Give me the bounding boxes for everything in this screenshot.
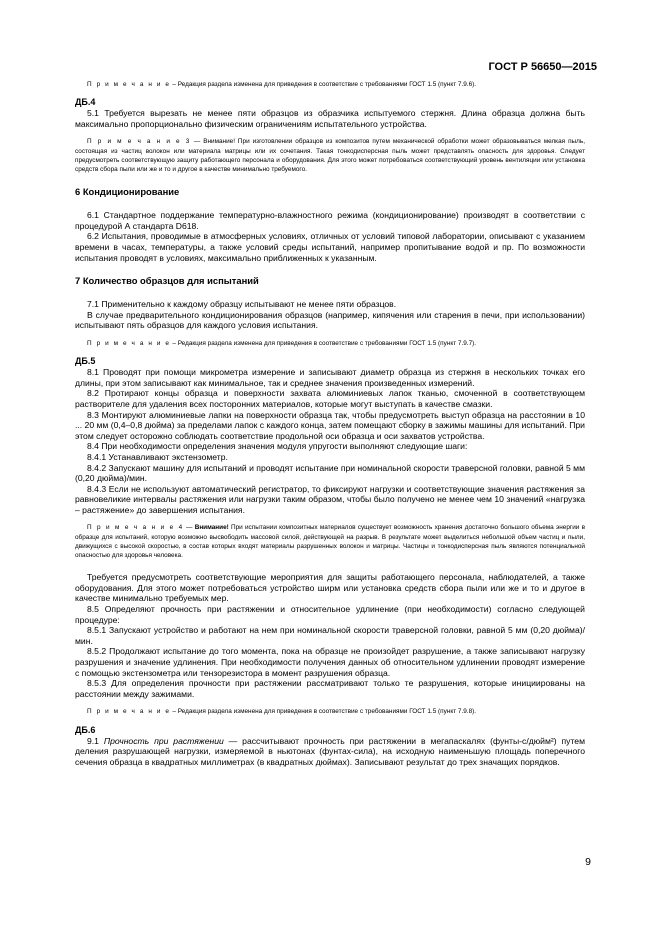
paragraph-8-4-1: 8.4.1 Устанавливают экстензометр. xyxy=(87,451,228,462)
note-body: — Внимание! При изготовлении образцов из композитов путем механической обработки может образовываться мелкая пыль, состоящая из частиц волокон или материала матрицы или их сочетания. Такая тонкодисперсная пыль может представлять опасность для здоровья. Следует предусмотреть соответствующую защиту работающего персонала и оборудования. Для этого может потребоваться соответствующий уровень вентиляции или установка средств сбора пыли или же и то и другое в качестве минимально требуемого. xyxy=(75,138,585,173)
section-db6: ДБ.6 xyxy=(75,724,96,735)
paragraph-6-1: 6.1 Стандартное поддержание температурно-влажностного режима (кондиционирование) производят в соответствии с процедурой А стандарта D618. xyxy=(75,210,585,231)
note-label: П р и м е ч а н и е xyxy=(87,339,171,347)
note-3 xyxy=(75,137,585,174)
section-db5: ДБ.5 xyxy=(75,356,96,367)
note-4 xyxy=(75,523,585,560)
term-italic: Прочность при растяжении xyxy=(103,735,224,746)
note-text xyxy=(75,339,585,348)
paragraph-7-1: 7.1 Применительно к каждому образцу испытывают не менее пяти образцов. xyxy=(87,299,397,310)
note-label: П р и м е ч а н и е 3 xyxy=(87,138,191,146)
note-body: – Редакция раздела изменена для приведения в соответствие с требованиями ГОСТ 1.5 (пункт 7.9.7). xyxy=(170,339,477,347)
paragraph-number: 9.1 xyxy=(87,735,104,746)
paragraph-6-2: 6.2 Испытания, проводимые в атмосферных условиях, отличных от условий типовой лаборатории, описывают с указанием времени в часах, температуры, а также условий среды испытаний, например пропитывание водой и пр. По возможности испытания проводят в условиях, максимально приближенных к указанным. xyxy=(75,231,585,263)
section-db4: ДБ.4 xyxy=(75,97,96,108)
paragraph-8-4-3: 8.4.3 Если не используют автоматический регистратор, то фиксируют нагрузки и соответствующие значения растяжения за равновеликие интервалы растяжения или нагрузки таким образом, чтобы было получено не менее чем 10 значений «нагрузка – растяжение» до завершения испытания. xyxy=(75,483,585,515)
paragraph-5-1: 5.1 Требуется вырезать не менее пяти образцов из образчика испытуемого стержня. Длина образца должна быть максимально пропорционально физическим ограничениям испытательного устройства. xyxy=(75,108,585,129)
paragraph-8-1: 8.1 Проводят при помощи микрометра измерение и записывают диаметр образца из стержня в нескольких точках его длины, при этом записывают как минимальное, так и среднее значения произведенных измерений. xyxy=(75,367,585,388)
warning-label: Внимание! xyxy=(194,524,229,532)
paragraph-8-3: 8.3 Монтируют алюминиевые лапки на поверхности образца так, чтобы предусмотреть выступ образца на расстоянии в 10 ... 20 мм (0,4–0,8 дюйма) за пределами лапок с каждого конца, затем помещают сборку в зажимы машины для испытаний. При этом следует осторожно соблюдать соответствие продольной оси образца и оси захватов устройства. xyxy=(75,409,585,441)
page-content xyxy=(75,80,585,767)
heading-6: 6 Кондиционирование xyxy=(75,186,180,198)
paragraph-7-1b: В случае предварительного кондиционирования образцов (например, кипячения или старения в печи, при использовании) испытывают пять образцов для каждого условия испытания. xyxy=(75,309,585,331)
note-label: П р и м е ч а н и е xyxy=(87,81,171,88)
paragraph-8-2: 8.2 Протирают концы образца и поверхности захвата алюминиевых лапок тканью, смоченной в соответствующем растворителе для удаления всех посторонних материалов, которые могут выступать в качестве смазки. xyxy=(75,388,585,409)
note-body: – Редакция раздела изменена для приведения в соответствие с требованиями ГОСТ 1.5 (пункт 7.9.8). xyxy=(170,708,477,716)
paragraph-8-5: 8.5 Определяют прочность при растяжении и относительное удлинение (при необходимости) согласно следующей процедуре: xyxy=(75,604,585,625)
page-number: 9 xyxy=(585,856,591,868)
note-label: П р и м е ч а н и е xyxy=(87,708,171,716)
paragraph-8-5-2: 8.5.2 Продолжают испытание до того момента, пока на образце не произойдет разрушение, а также записывают нагрузку разрушения и значение удлинения. При необходимости получения данных об относительном удлинении проводят измерение с помощью экстензометра или тензорезистора в момент разрушения образца. xyxy=(75,646,585,678)
paragraph-8-4: 8.4 При необходимости определения значения модуля упругости выполняют следующие шаги: xyxy=(87,441,468,452)
note-body: При испытании композитных материалов существует возможность хранения достаточно большого объема энергии в образце для испытаний, которую возможно высвободить массовой силой, действующей на разрыв. В результате может выделиться небольшой объем частиц и пыли, движущихся с высокой скоростью, в состав которых входят материалы разрушенных волокон и матрицы. Частицы и тонкодисперсная пыль являются потенциальной опасностью для здоровья человека. xyxy=(75,524,585,560)
note-body: – Редакция раздела изменена для приведения в соответствие с требованиями ГОСТ 1.5 (пункт 7.9.6). xyxy=(170,81,477,88)
paragraph-9-1 xyxy=(75,736,585,768)
heading-7: 7 Количество образцов для испытаний xyxy=(75,275,259,287)
note-text xyxy=(75,707,585,716)
paragraph-8-4-warning: Требуется предусмотреть соответствующие мероприятия для защиты работающего персонала, наблюдателей, а также оборудования. Для этого может потребоваться устройство ширм или установка средств сбора пыли или же и то и другое в качестве минимально требуемых мер. xyxy=(75,572,585,604)
paragraph-body: — рассчитывают прочность при растяжении в мегапаскалях (фунты-с/дюйм²) путем деления разрушающей нагрузки, измеряемой в ньютонах (фунтах-сила), на исходную наименьшую площадь поперечного сечения образца в квадратных миллиметрах (в квадратных дюймах). Записывают результат до трех значащих порядков. xyxy=(75,735,585,767)
paragraph-8-4-2: 8.4.2 Запускают машину для испытаний и проводят испытание при номинальной скорости траверсной головки, равной 5 мм (0,20 дюйма)/мин. xyxy=(75,462,585,484)
paragraph-8-5-1: 8.5.1 Запускают устройство и работают на нем при номинальной скорости траверсной головки, равной 5 мм (0,20 дюйма)/мин. xyxy=(75,625,585,646)
paragraph-8-5-3: 8.5.3 Для определения прочности при растяжении рассматривают только те разрушения, которые инициированы на расстоянии между зажимами. xyxy=(75,678,585,699)
note-dash: — xyxy=(183,524,195,532)
note-label: П р и м е ч а н и е 4 xyxy=(87,524,184,532)
document-header: ГОСТ Р 56650—2015 xyxy=(488,61,597,73)
note-text xyxy=(75,80,585,89)
